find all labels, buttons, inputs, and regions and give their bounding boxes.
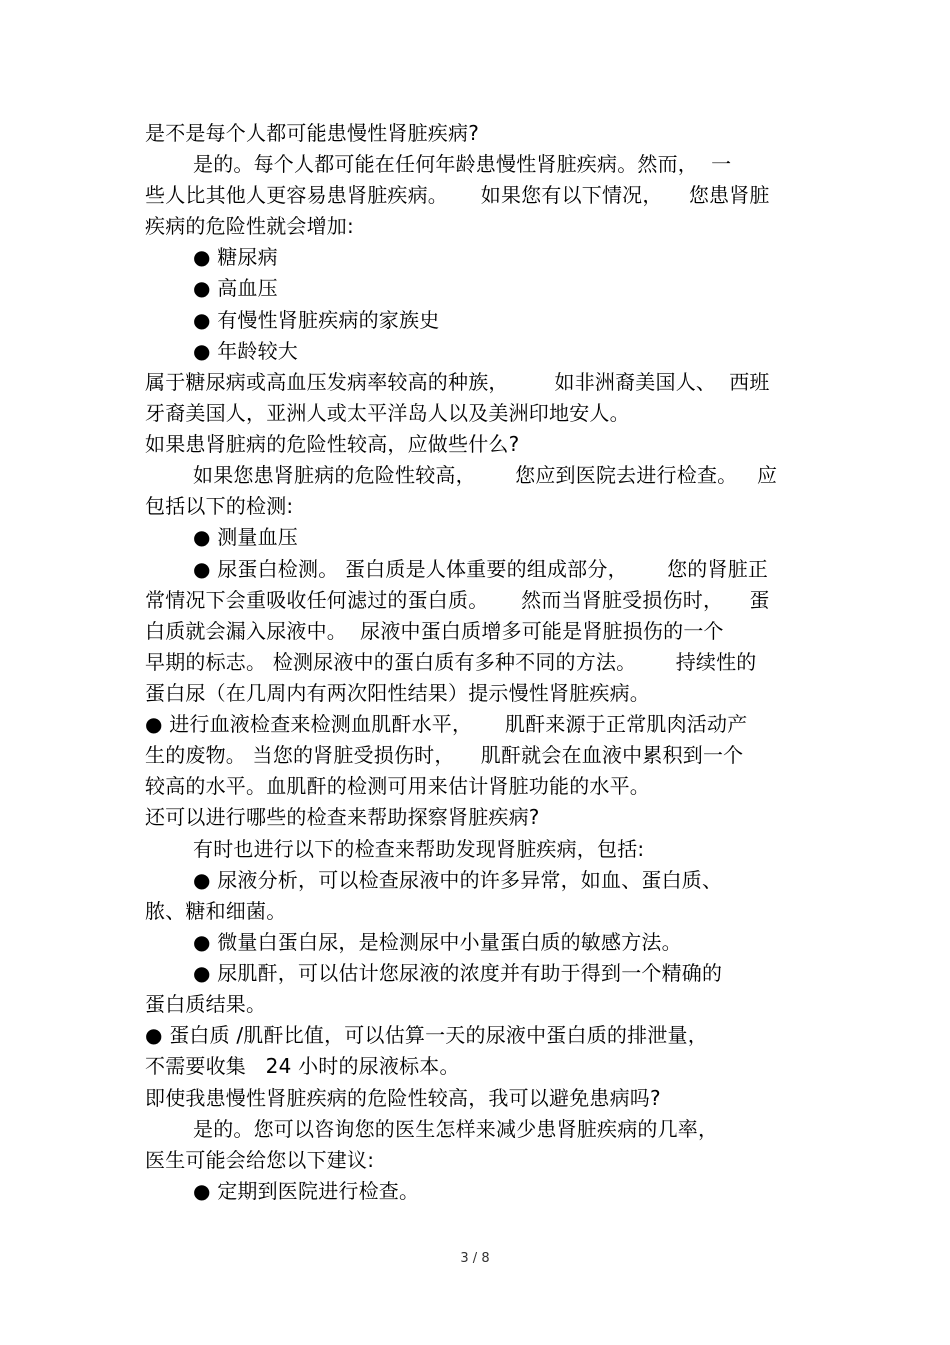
bullet-item: ● 高血压 [193, 276, 278, 300]
paragraph-line: 如果您患肾脏病的危险性较高， 您应到医院去进行检查。 应 [193, 463, 778, 487]
bullet-item: ● 尿肌酐，可以估计您尿液的浓度并有助于得到一个精确的 [193, 961, 723, 985]
question-heading: 即使我患慢性肾脏疾病的危险性较高，我可以避免患病吗? [145, 1086, 661, 1110]
paragraph-line: 些人比其他人更容易患肾脏疾病。 如果您有以下情况， 您患肾脏 [145, 183, 770, 207]
bullet-item: ● 测量血压 [193, 525, 299, 549]
paragraph-line: 有时也进行以下的检查来帮助发现肾脏疾病，包括: [193, 837, 645, 861]
paragraph-line: 牙裔美国人，亚洲人或太平洋岛人以及美洲印地安人。 [145, 401, 630, 425]
bullet-item: ● 定期到医院进行检查。 [193, 1179, 420, 1203]
paragraph-line: 早期的标志。 检测尿液中的蛋白质有多种不同的方法。 持续性的 [145, 650, 757, 674]
bullet-item: ● 尿液分析，可以检查尿液中的许多异常，如血、蛋白质、 [193, 868, 723, 892]
bullet-item: ● 糖尿病 [193, 245, 278, 269]
paragraph-line: 蛋白质结果。 [145, 992, 267, 1016]
paragraph-line: 是的。每个人都可能在任何年龄患慢性肾脏疾病。然而， 一 [193, 152, 732, 176]
paragraph-line: 蛋白尿（在几周内有两次阳性结果）提示慢性肾脏疾病。 [145, 681, 650, 705]
paragraph-line: 生的废物。 当您的肾脏受损伤时， 肌酐就会在血液中累积到一个 [145, 743, 744, 767]
paragraph-line: 医生可能会给您以下建议: [145, 1148, 375, 1172]
paragraph-line: 脓、糖和细菌。 [145, 899, 287, 923]
paragraph-line: 疾病的危险性就会增加: [145, 214, 354, 238]
question-heading: 是不是每个人都可能患慢性肾脏疾病? [145, 121, 480, 145]
paragraph-line: 常情况下会重吸收任何滤过的蛋白质。 然而当肾脏受损伤时， 蛋 [145, 588, 770, 612]
page-number: 3 / 8 [460, 1251, 490, 1266]
bullet-item: ● 尿蛋白检测。 蛋白质是人体重要的组成部分， 您的肾脏正 [193, 557, 769, 581]
bullet-item: ● 有慢性肾脏疾病的家族史 [193, 308, 440, 332]
paragraph-line: 属于糖尿病或高血压发病率较高的种族， 如非洲裔美国人、 西班 [145, 370, 770, 394]
paragraph-line: 是的。您可以咨询您的医生怎样来减少患肾脏疾病的几率， [193, 1117, 719, 1141]
bullet-item: ● 进行血液检查来检测血肌酐水平， 肌酐来源于正常肌肉活动产 [145, 712, 748, 736]
bullet-item: ● 蛋白质 /肌酐比值，可以估算一天的尿液中蛋白质的排泄量， [145, 1023, 708, 1047]
question-heading: 如果患肾脏病的危险性较高，应做些什么? [145, 432, 520, 456]
paragraph-line: 白质就会漏入尿液中。 尿液中蛋白质增多可能是肾脏损伤的一个 [145, 619, 724, 643]
paragraph-line: 包括以下的检测: [145, 494, 294, 518]
bullet-item: ● 年龄较大 [193, 339, 299, 363]
question-heading: 还可以进行哪些的检查来帮助探察肾脏疾病? [145, 805, 540, 829]
paragraph-line: 较高的水平。血肌酐的检测可用来估计肾脏功能的水平。 [145, 774, 650, 798]
bullet-item: ● 微量白蛋白尿，是检测尿中小量蛋白质的敏感方法。 [193, 930, 682, 954]
paragraph-line: 不需要收集 24 小时的尿液标本。 [145, 1054, 460, 1078]
